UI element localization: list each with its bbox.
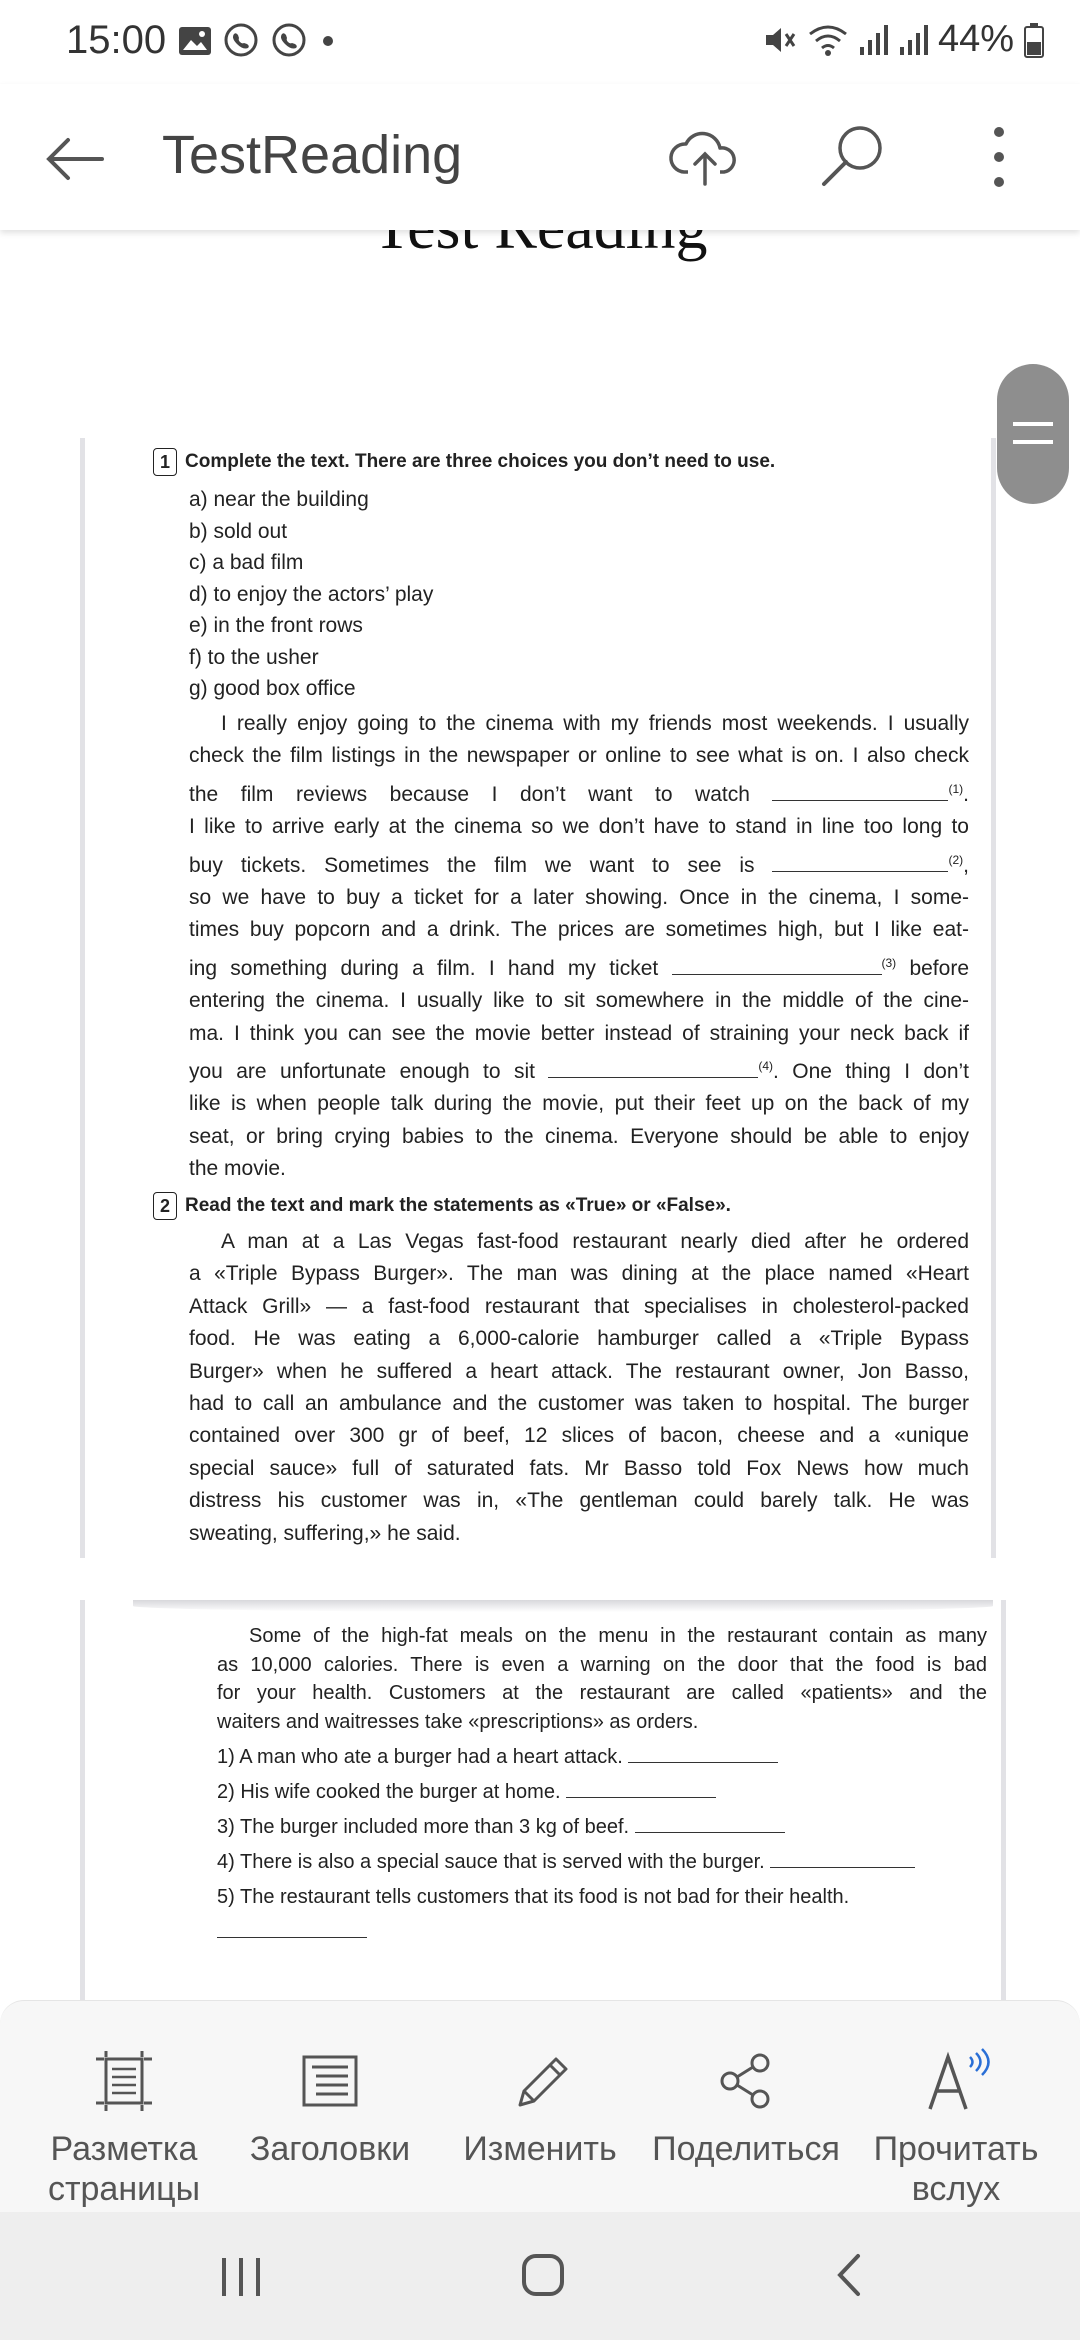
text-line: ma. I think you can see the movie better instead of straining your neck back if [189,1021,969,1045]
status-time: 15:00 [66,18,167,62]
text-line: sweating, suffering,» he said. [189,1521,461,1545]
text-line: contained over 300 gr of beef, 12 slices of bacon, cheese and a «unique [189,1424,969,1448]
cinema-text [189,708,969,1186]
battery-icon [1024,22,1044,58]
burger-text-continued [217,1622,987,1736]
document-page-1 [80,438,996,1558]
option-item: c) a bad film [189,551,304,574]
text-line: check the film listings in the newspaper or online to see what is on. I also check [189,744,969,768]
statement-text: 2) His wife cooked the burger at home. [217,1781,561,1803]
system-nav-bar [0,2212,1080,2340]
answer-field[interactable] [770,1849,915,1868]
task-number: 1 [153,448,177,476]
text-line: Attack Grill» — a fast-food restaurant that specialises in cholesterol-packed [189,1294,969,1318]
statement-item [217,1810,915,1845]
answer-field[interactable] [628,1744,778,1763]
notification-icons [178,22,338,60]
text-line: a «Triple Bypass Burger». The man was dining at the place named «Heart [189,1262,969,1286]
statement-item [217,1915,915,1950]
viber-icon-2 [270,22,308,60]
text-line: buy tickets. Sometimes the film we want to see is $^{(2)}$, [189,852,969,877]
text-line: had to call an ambulance and the customer was taken to hospital. The burger [189,1392,969,1416]
document-view[interactable] [0,230,1080,2000]
statement-text: 1) A man who ate a burger had a heart attack. [217,1746,623,1768]
tool-label: Заголовки [249,2130,411,2168]
text-fragment: the film reviews because I don’t want to watch [189,782,750,806]
task-instruction: Read the text and mark the statements as «True» or «False». [185,1195,731,1216]
text-line: I really enjoy going to the cinema with my friends most weekends. I usually [221,712,969,735]
text-fragment: . One thing I don’t [773,1060,969,1084]
text-line: like is when people talk during the movie, put their feet up on the back of my [189,1092,969,1116]
option-item: f) to the usher [189,645,319,669]
tool-label: Прочитать вслух [873,2130,1039,2208]
text-line: food. He was eating a 6,000-calorie hamburger called a «Triple Bypass [189,1327,969,1351]
text-line: I like to arrive early at the cinema so we don’t have to stand in line too long to [189,815,969,839]
tool-label: Поделиться [652,2130,840,2168]
signal-icon-2 [898,23,928,57]
viber-icon [222,22,260,60]
answer-gap-3[interactable] [672,956,882,975]
task-2-header [153,1190,731,1222]
text-line: Burger» when he suffered a heart attack. The restaurant owner, Jon Basso, [189,1359,969,1383]
gallery-icon [178,26,212,56]
task-instruction: Complete the text. There are three choices you don’t need to use. [185,451,776,472]
wifi-icon [808,22,848,58]
option-item: e) in the front rows [189,614,363,637]
text-line: A man at a Las Vegas fast-food restaurant nearly died after he ordered [221,1230,969,1253]
fast-scroll-handle[interactable] [997,364,1069,504]
cloud-upload-icon[interactable] [668,120,742,194]
document-page-2 [80,1600,1006,2020]
statement-text: 4) There is also a special sauce that is served with the burger. [217,1851,765,1873]
signal-icon [858,23,888,57]
home-icon[interactable] [520,2252,566,2298]
option-item: d) to enjoy the actors’ play [189,582,434,606]
answer-field[interactable] [566,1779,716,1798]
page-layout-icon [94,2049,154,2113]
option-item: b) sold out [189,519,288,543]
more-options-icon[interactable] [962,120,1036,194]
recent-apps-icon[interactable] [218,2256,264,2298]
read-aloud-icon [926,2049,990,2113]
gap-label: (2) [948,852,964,867]
share-icon [716,2049,776,2113]
dot-icon [318,31,338,51]
statement-text: 5) The restaurant tells customers that its food is not bad for their health. [217,1886,850,1908]
text-line: entering the cinema. I usually like to sit somewhere in the middle of the cine- [189,989,969,1013]
statement-item [217,1740,915,1775]
text-fragment: buy tickets. Sometimes the film we want to see is [189,853,755,877]
statement-item [217,1775,915,1810]
answer-field[interactable] [217,1919,367,1938]
pencil-icon [510,2049,570,2113]
text-line: so we have to buy a ticket for a later showing. Once in the cinema, I some- [189,886,969,910]
status-bar [0,0,1080,84]
text-line: distress his customer was in, «The gentleman could barely talk. He was [189,1489,969,1513]
text-line: the movie. [189,1157,286,1181]
text-fragment: you are unfortunate enough to sit [189,1060,535,1084]
task-1-header [153,446,775,478]
statement-item [217,1845,915,1880]
answer-field[interactable] [635,1814,785,1833]
option-item: a) near the building [189,488,369,511]
app-bar [0,84,1080,230]
document-title: TestReading [162,125,463,185]
text-line: seat, or bring crying babies to the cinema. Everyone should be able to enjoy [189,1124,969,1148]
text-line: as 10,000 calories. There is even a warning on the door that the food is bad [217,1653,987,1676]
page-edge-shadow [133,1600,993,1612]
option-item: g) good box office [189,677,356,700]
gap-label: (1) [948,781,964,796]
text-fragment: ing something during a film. I hand my ticket [189,956,659,980]
tool-label: Изменить [463,2130,617,2168]
headings-icon [300,2049,360,2113]
statements-list [217,1740,915,1950]
text-fragment: before [909,956,969,980]
statement-item [217,1880,915,1915]
text-line: Some of the high-fat meals on the menu in the restaurant contain as many [249,1625,987,1647]
text-line [189,1050,969,1088]
system-status [762,18,1044,61]
task-number: 2 [153,1192,177,1220]
answer-gap-4[interactable] [548,1059,758,1078]
text-line [189,947,969,985]
mute-icon [762,22,798,58]
answer-gap-1[interactable] [772,782,948,801]
tool-label: Разметка страницы [47,2130,201,2208]
search-icon[interactable] [816,120,890,194]
statement-text: 3) The burger included more than 3 kg of beef. [217,1816,630,1838]
bottom-toolbar [0,2000,1080,2213]
back-arrow-icon[interactable] [40,124,110,194]
answer-gap-2[interactable] [772,853,948,872]
text-line: for your health. Customers at the restaurant are called «patients» and the [217,1682,987,1704]
options-list [189,484,433,705]
burger-text [189,1226,969,1550]
battery-percent: 44% [937,18,1014,60]
gap-label: (4) [758,1059,774,1074]
text-line: special sauce» full of saturated fats. Mr Basso told Fox News how much [189,1456,969,1480]
text-line: the film reviews because I don’t want to watch $^{(1)}$. [189,781,969,806]
text-line: waiters and waitresses take «prescriptions» as orders. [217,1710,699,1733]
text-line: times buy popcorn and a drink. The prices are sometimes high, but I like eat- [189,918,969,942]
back-nav-icon[interactable] [830,2252,866,2298]
gap-label: (3) [881,955,897,970]
